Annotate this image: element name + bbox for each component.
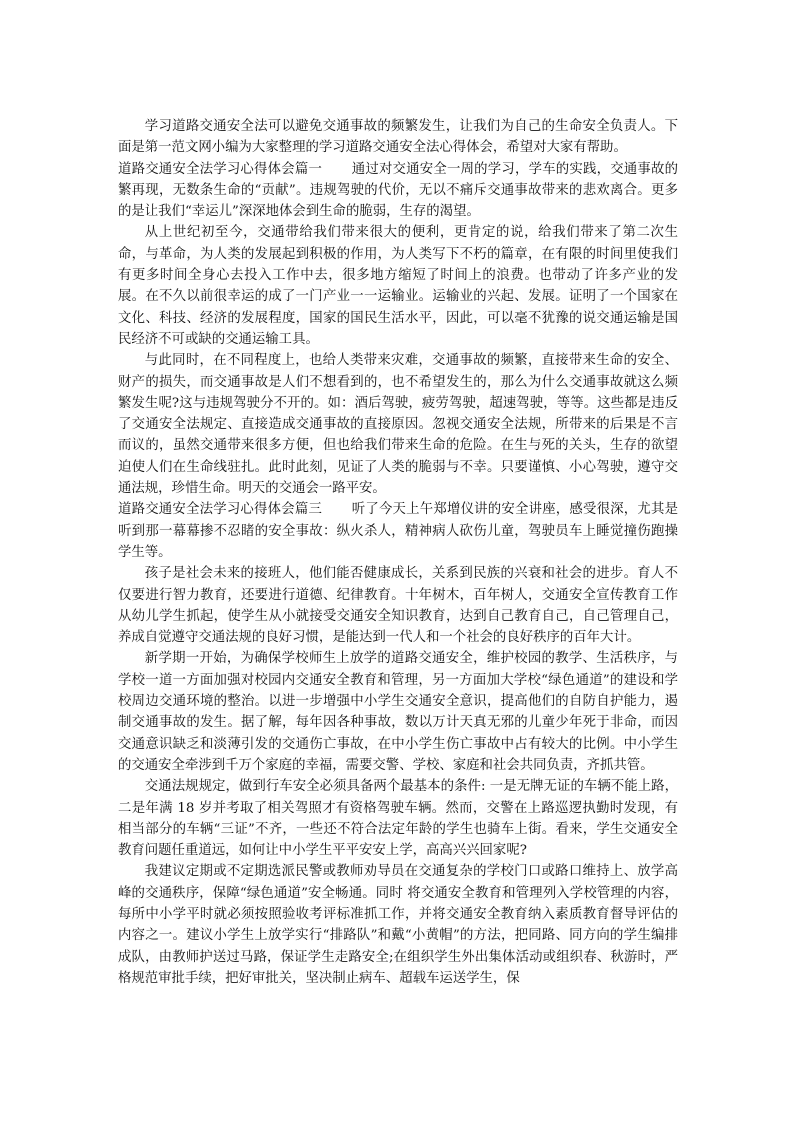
document-body xyxy=(118,116,678,989)
paragraph-history: 从上世纪初至今，交通带给我们带来很大的便利，更肯定的说，给我们带来了第二次生命，与革命，为人类的发展起到积极的作用，为人类写下不朽的篇章，在有限的时间里使我们有更多时间全身心去投入工作中去，很多地方缩短了时间上的浪费。也带动了许多产业的发展。在不久以前很幸运的成了一门产业一一运输业。运输业的兴起、发展。证明了一个国家在文化、科技、经济的发展程度，国家的国民生活水平，因此，可以毫不犹豫的说交通运输是国民经济不可或缺的交通运输工具。 xyxy=(118,225,678,347)
paragraph-suggestion: 我建议定期或不定期选派民警或教师劝导员在交通复杂的学校门口或路口维持上、放学高峰的交通秩序，保障“绿色通道”安全畅通。同时 将交通安全教育和管理列入学校管理的内容，每所中小学平时就必须按照验收考评标准抓工作，并将交通安全教育纳入素质教育督导评估的内容之一。建议小学生上放学实行“排路队”和戴“小黄帽”的方法，把同路、同方向的学生编排成队，由教师护送过马路，保证学生走路安全;在组织学生外出集体活动或组织春、秋游时，严格规范审批手续，把好审批关，坚决制止病车、超载车运送学生，保 xyxy=(118,864,678,986)
paragraph-part-three xyxy=(118,499,678,563)
paragraph-new-semester: 新学期一开始，为确保学校师生上放学的道路交通安全，维护校园的教学、生活秩序，与学校一道一方面加强对校园内交通安全教育和管理，另一方面加大学校“绿色通道”的建设和学校周边交通环境的整治。以进一步增强中小学生交通安全意识，提高他们的自防自护能力，遏制交通事故的发生。据了解，每年因各种事故，数以万计天真无邪的儿童少年死于非命，而因交通意识缺乏和淡薄引发的交通伤亡事故，在中小学生伤亡事故中占有较大的比例。中小学生的交通安全牵涉到千万个家庭的幸福，需要交警、学校、家庭和社会共同负责，齐抓共管。 xyxy=(118,651,678,773)
paragraph-part-one-text: 通过对交通安全一周的学习，学车的实践，交通事故的繁再现，无数条生命的“贡献”。违规驾驶的代价，无以不痛斥交通事故带来的悲欢离合。更多的是让我们“幸运儿”深深地体会到生命的脆弱，生存的渴望。 xyxy=(118,161,679,220)
paragraph-part-three-text: 听了今天上午郑增仪讲的安全讲座，感受很深，尤其是听到那一幕幕掺不忍睹的安全事故：纵火杀人，精神病人砍伤儿童，驾驶员车上睡觉撞伤跑操学生等。 xyxy=(118,502,679,560)
section-heading-part-three: 道路交通安全法学习心得体会篇三 xyxy=(118,502,323,518)
paragraph-traffic-law: 交通法规规定，做到行车安全必须具备两个最基本的条件: 一是无牌无证的车辆不能上路，二是年满 18 岁并考取了相关驾照才有资格驾驶车辆。然而，交警在上路巡逻执勤时发现，有相当部分的车辆“三证”不齐，一些还不符合法定年龄的学生也骑车上街。看来，学生交通安全教育问题任重道远，如何让中小学生平平安安上学，高高兴兴回家呢? xyxy=(118,779,678,859)
paragraph-part-one xyxy=(118,159,678,223)
paragraph-intro: 学习道路交通安全法可以避免交通事故的频繁发生，让我们为自己的生命安全负责人。下面是第一范文网小编为大家整理的学习道路交通安全法心得体会，希望对大家有帮助。 xyxy=(118,119,678,156)
section-heading-part-one: 道路交通安全法学习心得体会篇一 xyxy=(118,161,323,177)
paragraph-disaster: 与此同时，在不同程度上，也给人类带来灾难，交通事故的频繁，直接带来生命的安全、财产的损失，而交通事故是人们不想看到的，也不希望发生的，那么为什么交通事故就这么频繁发生呢?这与违规驾驶分不开的。如：酒后驾驶，疲劳驾驶，超速驾驶，等等。这些都是违反了交通安全法规定、直接造成交通事故的直接原因。忽视交通安全法规，所带来的后果是不言而议的，虽然交通带来很多方便，但也给我们带来生命的危险。在生与死的关头，生存的欲望迫使人们在生命线驻扎。此时此刻，见证了人类的脆弱与不幸。只要谨慎、小心驾驶，遵守交通法规，珍惜生命。明天的交通会一路平安。 xyxy=(118,353,678,497)
paragraph-children: 孩子是社会未来的接班人，他们能否健康成长，关系到民族的兴衰和社会的进步。育人不仅要进行智力教育，还要进行道德、纪律教育。十年树木，百年树人，交通安全宣传教育工作从幼儿学生抓起，使学生从小就接受交通安全知识教育，达到自己教育自己，自己管理自己，养成自觉遵守交通法规的良好习惯，是能达到一代人和一个社会的良好秩序的百年大计。 xyxy=(118,566,678,646)
